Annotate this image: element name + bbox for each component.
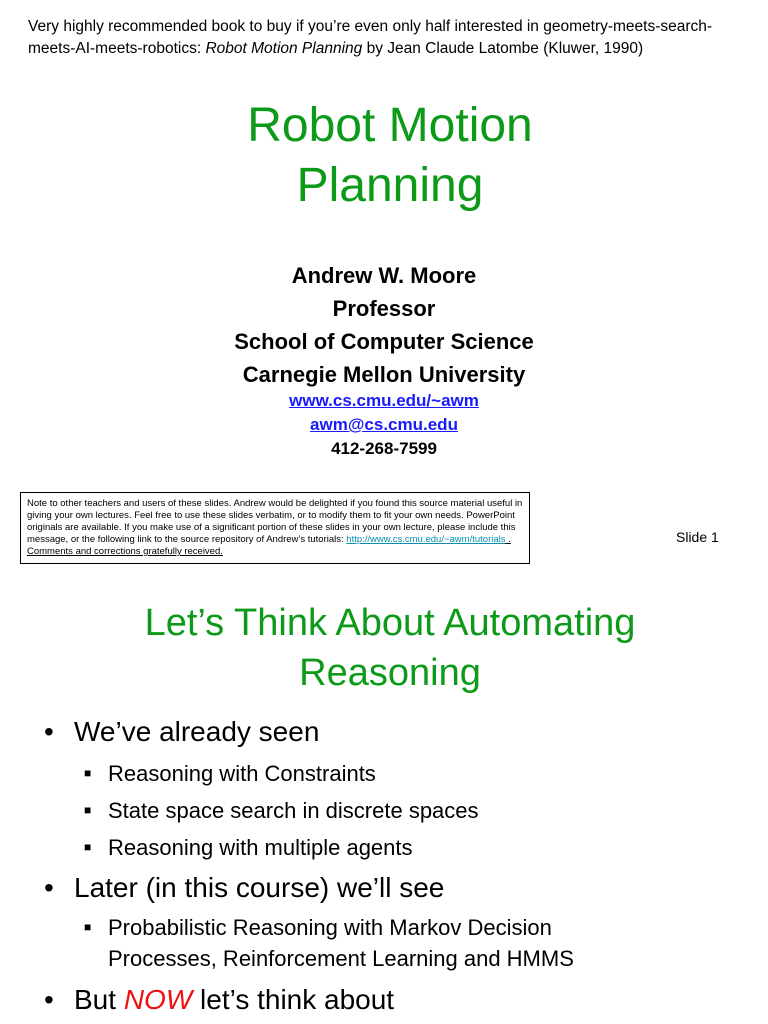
square-bullet-icon: ■: [84, 766, 92, 780]
sub-bullet-item: [84, 794, 479, 827]
tutorials-link[interactable]: http://www.cs.cmu.edu/~awm/tutorials: [346, 534, 506, 545]
slide1-title-line1: Robot Motion: [247, 99, 533, 152]
intro-text-after: by Jean Claude Latombe (Kluwer, 1990): [362, 40, 644, 57]
phone-number: 412-268-7599: [331, 439, 437, 458]
intro-text-before: Very highly recommended book to buy if you’re even only half interested in geometry-meets-search-meets-AI-meets-robotics:: [28, 18, 713, 57]
sub-bullet-item: [84, 911, 552, 944]
author-name: Andrew W. Moore: [291, 263, 477, 288]
bullet-item: [44, 980, 394, 1020]
bullet-text: We’ve already seen: [74, 716, 320, 747]
book-title: Robot Motion Planning: [205, 40, 363, 57]
sub-bullet-text: Reasoning with Constraints: [108, 761, 376, 786]
slide1-title: [0, 96, 768, 216]
author-university: Carnegie Mellon University: [242, 362, 526, 387]
bullet-icon: •: [44, 716, 54, 747]
sub-bullet-text: Probabilistic Reasoning with Markov Decision: [108, 915, 552, 940]
bullet-text-before: But: [74, 984, 124, 1015]
bullet-text: Later (in this course) we’ll see: [74, 872, 445, 903]
slide2-title-line1: Let’s Think About Automating: [144, 602, 636, 644]
square-bullet-icon: ■: [84, 840, 92, 854]
bullet-icon: •: [44, 872, 54, 903]
slide1-title-line2: Planning: [296, 159, 484, 212]
square-bullet-icon: ■: [84, 803, 92, 817]
bullet-icon: •: [44, 984, 54, 1015]
note-text: Note to other teachers and users of these slides. Andrew would be delighted if you found this source material useful in giving your own lectures. Feel free to use these slides verbatim, or to modify them to fit your own needs. PowerPoint originals are available. If you make use of a significant portion of these slides in your own lecture, please include this message, or the following link to the source repository of Andrew’s tutorials:: [27, 498, 523, 545]
author-position: Professor: [332, 296, 436, 321]
emphasis-now: NOW: [123, 984, 193, 1015]
slide2-title-line2: Reasoning: [299, 652, 481, 694]
slide2-title: [0, 598, 768, 698]
square-bullet-icon: ■: [84, 920, 92, 934]
bullet-item: [44, 868, 444, 908]
note-box: [20, 492, 530, 564]
slide-number: Slide 1: [676, 529, 719, 545]
sub-bullet-item: [84, 831, 413, 864]
sub-bullet-continuation: Processes, Reinforcement Learning and HMMS: [108, 946, 574, 971]
contact-block: [0, 389, 768, 461]
bullet-text-after: let’s think about: [192, 984, 395, 1015]
sub-bullet-text: Reasoning with multiple agents: [108, 835, 413, 860]
email-link[interactable]: awm@cs.cmu.edu: [310, 415, 458, 434]
website-link[interactable]: www.cs.cmu.edu/~awm: [289, 391, 479, 410]
intro-text: [28, 16, 728, 60]
author-school: School of Computer Science: [234, 329, 534, 354]
bullet-item: [44, 712, 319, 752]
author-block: [0, 259, 768, 391]
sub-bullet-text: State space search in discrete spaces: [108, 798, 479, 823]
sub-bullet-item: [84, 757, 376, 790]
note-after: . Comments and corrections gratefully received.: [27, 534, 511, 557]
